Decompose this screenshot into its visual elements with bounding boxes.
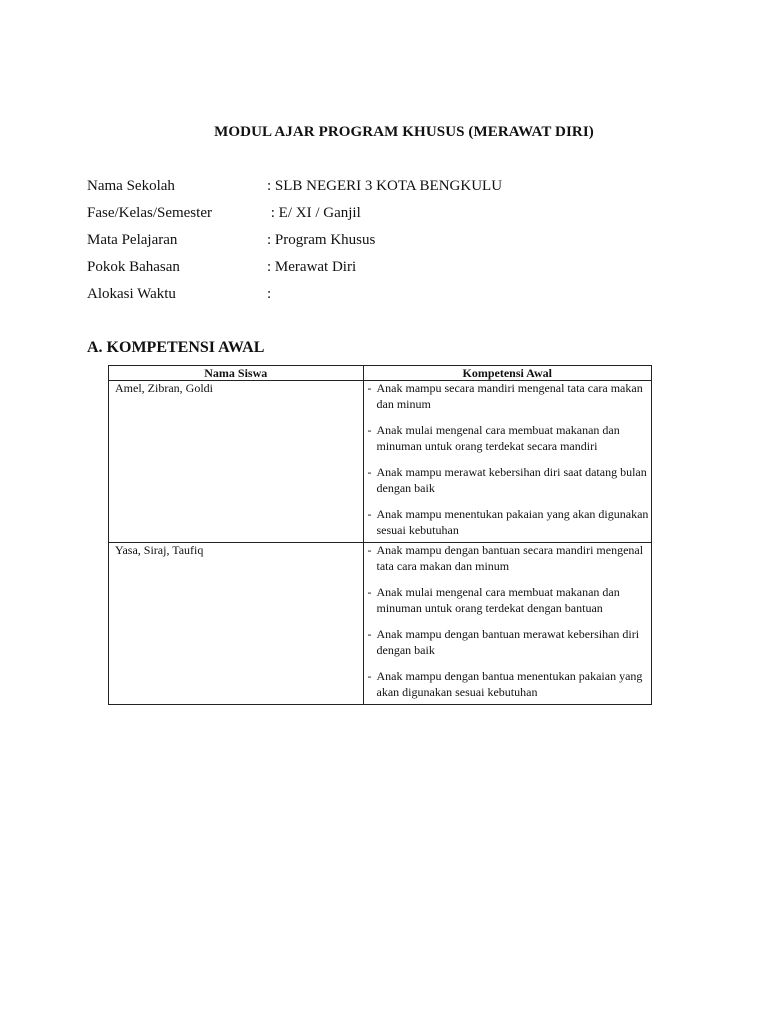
- column-header-students: Nama Siswa: [109, 366, 364, 381]
- list-item: - Anak mulai mengenal cara membuat makanan dan minuman untuk orang terdekat dengan bantuan: [367, 585, 620, 615]
- column-header-competency: Kompetensi Awal: [363, 366, 652, 381]
- competency-list: [363, 543, 652, 705]
- school-info: [87, 178, 707, 313]
- competency-text: Anak mampu dengan bantuan merawat kebersihan diri dengan baik: [376, 627, 640, 657]
- section-heading-kompetensi-awal: A. KOMPETENSI AWAL: [87, 339, 265, 356]
- info-label: Pokok Bahasan: [87, 259, 180, 275]
- student-names: Amel, Zibran, Goldi: [109, 381, 364, 543]
- list-item: - Anak mampu menentukan pakaian yang akan digunakan sesuai kebutuhan: [367, 507, 649, 537]
- competency-text: Anak mampu dengan bantua menentukan pakaian yang akan digunakan sesuai kebutuhan: [376, 669, 643, 699]
- competency-list: [363, 381, 652, 543]
- competency-text: Anak mulai mengenal cara membuat makanan dan minuman untuk orang terdekat secara mandiri: [376, 423, 620, 453]
- competency-text: Anak mampu merawat kebersihan diri saat datang bulan dengan baik: [376, 465, 647, 495]
- list-item: - Anak mulai mengenal cara membuat makanan dan minuman untuk orang terdekat secara mandiri: [367, 423, 620, 453]
- document-title: MODUL AJAR PROGRAM KHUSUS (MERAWAT DIRI): [214, 124, 594, 140]
- list-item: - Anak mampu merawat kebersihan diri saat datang bulan dengan baik: [367, 465, 647, 495]
- info-row-topic: [87, 259, 707, 286]
- info-row-phase: [87, 205, 707, 232]
- info-value: : SLB NEGERI 3 KOTA BENGKULU: [267, 178, 503, 194]
- competency-text: Anak mampu dengan bantuan secara mandiri mengenal tata cara makan dan minum: [376, 543, 644, 573]
- table-row: [109, 543, 652, 705]
- list-item: - Anak mampu dengan bantua menentukan pakaian yang akan digunakan sesuai kebutuhan: [367, 669, 643, 699]
- table-row: [109, 381, 652, 543]
- info-row-time: [87, 286, 707, 313]
- table-header-row: [109, 366, 652, 381]
- info-value: : Merawat Diri: [267, 259, 357, 275]
- competency-text: Anak mampu menentukan pakaian yang akan digunakan sesuai kebutuhan: [376, 507, 649, 537]
- info-row-subject: [87, 232, 707, 259]
- list-item: - Anak mampu dengan bantuan merawat kebersihan diri dengan baik: [367, 627, 640, 657]
- info-label: Mata Pelajaran: [87, 232, 178, 248]
- info-value: :: [267, 286, 272, 302]
- info-value: : Program Khusus: [267, 232, 376, 248]
- info-label: Fase/Kelas/Semester: [87, 205, 212, 221]
- competency-table: [108, 365, 652, 705]
- info-row-school: [87, 178, 707, 205]
- student-names: Yasa, Siraj, Taufiq: [109, 543, 364, 705]
- list-item: - Anak mampu secara mandiri mengenal tata cara makan dan minum: [367, 381, 643, 411]
- competency-text: Anak mampu secara mandiri mengenal tata cara makan dan minum: [376, 381, 643, 411]
- info-label: Nama Sekolah: [87, 178, 175, 194]
- info-label: Alokasi Waktu: [87, 286, 176, 302]
- info-value: : E/ XI / Ganjil: [267, 205, 361, 221]
- list-item: - Anak mampu dengan bantuan secara mandiri mengenal tata cara makan dan minum: [367, 543, 644, 573]
- competency-text: Anak mulai mengenal cara membuat makanan dan minuman untuk orang terdekat dengan bantuan: [376, 585, 620, 615]
